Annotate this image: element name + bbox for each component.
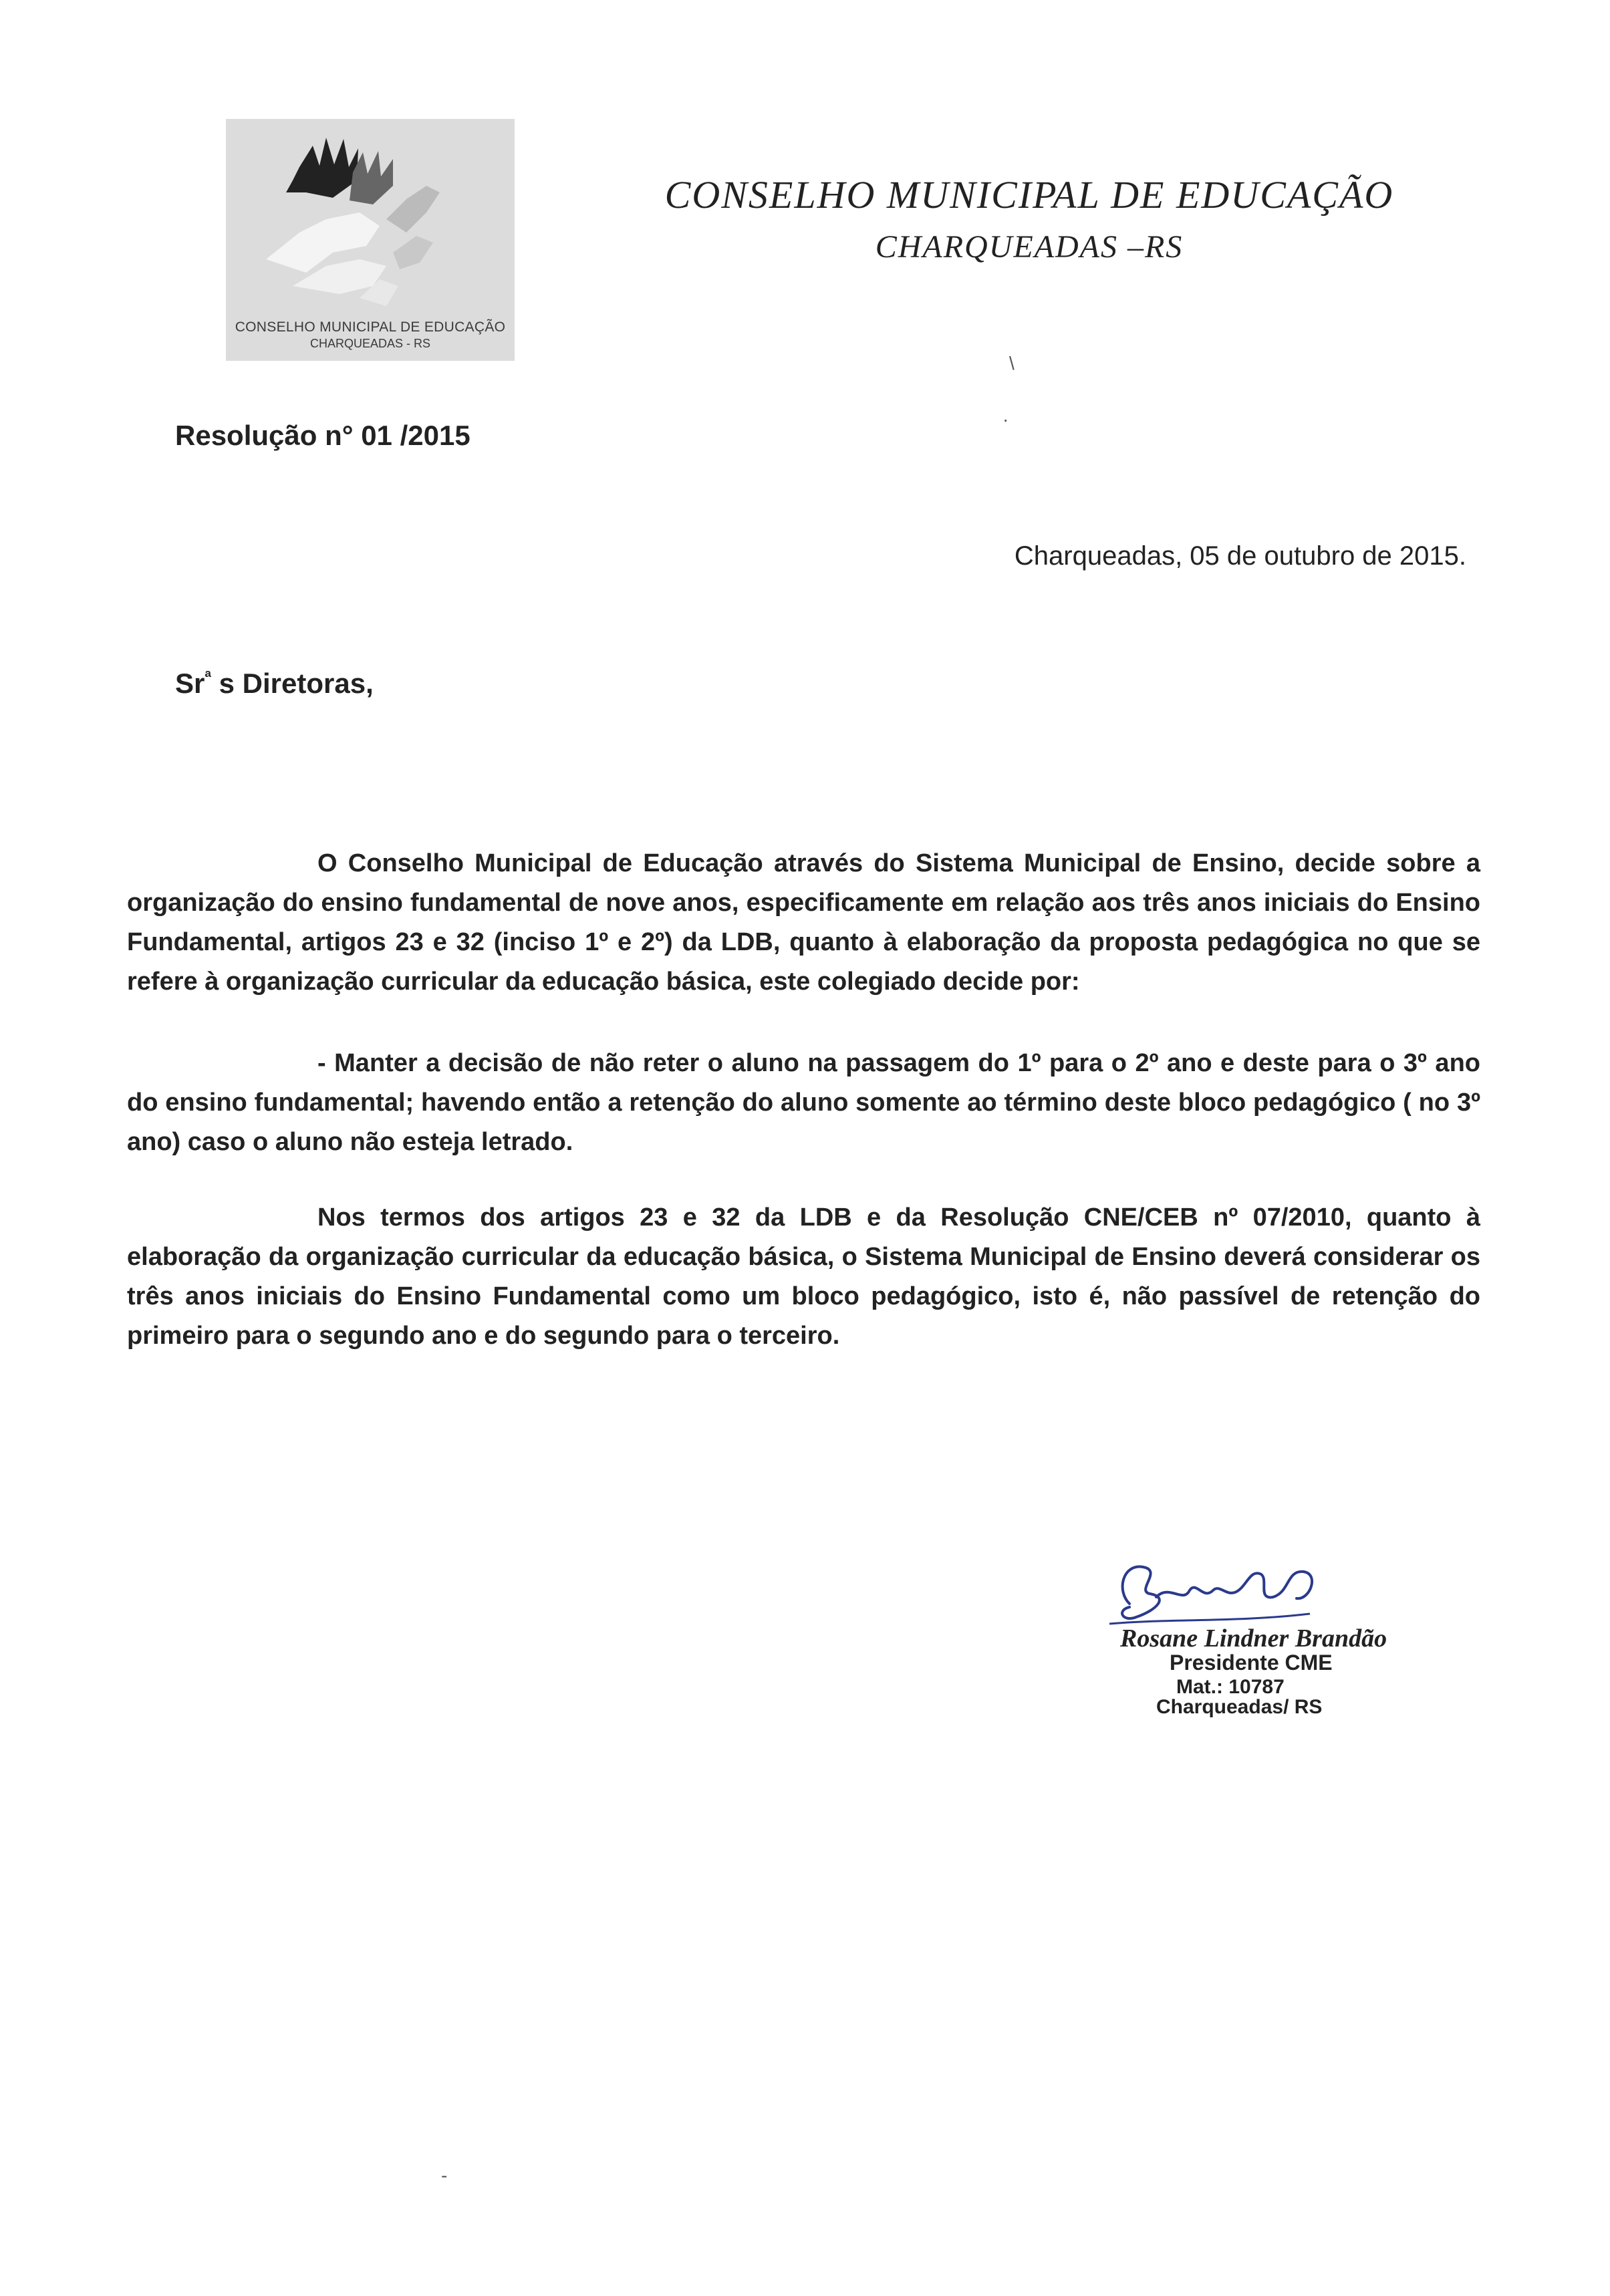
- paragraph-2-text: - Manter a decisão de não reter o aluno na passagem do 1º para o 2º ano e deste para o 3º ano do ensino fundamental; havendo então a retenção do aluno somente ao término deste bloco pedagógico ( no 3º ano) caso o aluno não esteja letrado.: [127, 1049, 1480, 1156]
- signature-block: [1089, 1544, 1464, 1744]
- scan-mark: -: [441, 2165, 448, 2186]
- salutation-prefix: Sr: [175, 668, 205, 699]
- document-date: Charqueadas, 05 de outubro de 2015.: [1014, 541, 1466, 571]
- body-paragraph-2: [127, 1044, 1480, 1162]
- body-paragraph-3: [127, 1198, 1480, 1356]
- body-paragraph-1: [127, 844, 1480, 1002]
- signatory-city: Charqueadas/ RS: [1156, 1696, 1323, 1718]
- signatory-name: Rosane Lindner Brandão: [1120, 1624, 1387, 1653]
- council-subtitle: CHARQUEADAS –RS: [875, 229, 1184, 265]
- salutation: [175, 667, 374, 700]
- signatory-role: Presidente CME: [1170, 1651, 1333, 1675]
- signatory-registration: Mat.: 10787: [1176, 1676, 1285, 1698]
- scan-mark: ·: [1002, 409, 1009, 430]
- council-title: CONSELHO MUNICIPAL DE EDUCAÇÃO: [664, 173, 1394, 217]
- scan-mark: \: [1009, 353, 1015, 374]
- logo-caption-title: CONSELHO MUNICIPAL DE EDUCAÇÃO: [235, 319, 506, 335]
- paragraph-1-text: O Conselho Municipal de Educação através do Sistema Municipal de Ensino, decide sobre a organização do ensino fundamental de nove anos, especificamente em relação aos três anos iniciais do Ensino Fundamental, artigos 23 e 32 (inciso 1º e 2º) da LDB, quanto à elaboração da proposta pedagógica no que se refere à organização curricular da educação básica, este colegiado decide por:: [127, 849, 1480, 996]
- logo-caption-city: CHARQUEADAS - RS: [309, 337, 431, 350]
- resolution-number: Resolução n° 01 /2015: [175, 420, 471, 451]
- paragraph-3-text: Nos termos dos artigos 23 e 32 da LDB e da Resolução CNE/CEB nº 07/2010, quanto à elaboração da organização curricular da educação básica, o Sistema Municipal de Ensino deverá considerar os três anos iniciais do Ensino Fundamental como um bloco pedagógico, isto é, não passível de retenção do primeiro para o segundo ano e do segundo para o terceiro.: [127, 1203, 1480, 1350]
- salutation-rest: s Diretoras,: [211, 668, 374, 699]
- council-logo: [226, 119, 515, 361]
- salutation-ordinal: ª: [205, 667, 211, 687]
- handwritten-signature-icon: [1089, 1544, 1464, 1637]
